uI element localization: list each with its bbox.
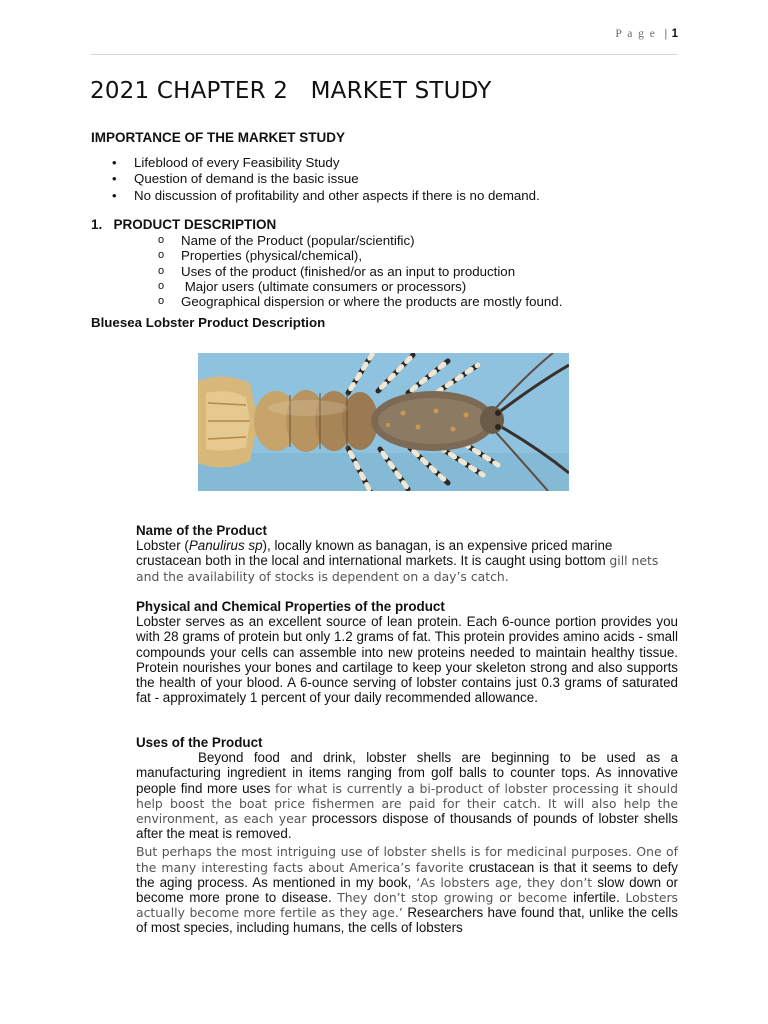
list-item: o Uses of the product (finished/or as an input to production (158, 264, 562, 279)
list-item: o Geographical dispersion or where the products are mostly found. (158, 294, 562, 309)
list-item: • Question of demand is the basic issue (112, 171, 540, 187)
list-item: • Lifeblood of every Feasibility Study (112, 155, 540, 171)
section-heading: Physical and Chemical Properties of the product (136, 599, 445, 614)
chapter-title: 2021 CHAPTER 2 MARKET STUDY (90, 78, 492, 104)
list-item: • No discussion of profitability and other aspects if there is no demand. (112, 188, 540, 204)
page-number: 1 (671, 28, 678, 40)
product-description-heading: 1. PRODUCT DESCRIPTION (91, 217, 277, 232)
list-item: o Name of the Product (popular/scientific) (158, 233, 562, 248)
name-of-product-section (136, 523, 678, 584)
bluesea-heading: Bluesea Lobster Product Description (91, 315, 326, 330)
paragraph: Lobster (Panulirus sp), locally known as banagan, is an expensive priced marine crustacean both in the local and international markets. It is caught using bottom gill nets and the availability of stocks is dependent on a day’s catch. (136, 538, 659, 584)
properties-section (136, 599, 678, 705)
paragraph: Lobster serves as an excellent source of lean protein. Each 6-ounce portion provides you with 28 grams of protein but only 1.2 grams of fat. This protein provides amino acids - small compounds your cells can assemble into new proteins needed to maintain healthy tissue. Protein nourishes your bones and cartilage to keep your skeleton strong and also supports the health of your blood. A 6-ounce serving of lobster contains just 0.3 grams of saturated fat - approximately 1 percent of your daily recommended allowance. (136, 614, 678, 706)
importance-list (112, 155, 540, 204)
lobster-photo (198, 353, 569, 491)
list-item: o Properties (physical/chemical), (158, 248, 562, 263)
page-label: P a g e (615, 28, 657, 40)
uses-section (136, 735, 678, 936)
lobster-illustration (198, 353, 569, 491)
importance-heading: IMPORTANCE OF THE MARKET STUDY (91, 130, 345, 145)
page-separator: | (664, 28, 669, 40)
paragraph: Beyond food and drink, lobster shells are beginning to be used as a manufacturing ingredient in items ranging from golf balls to counter tops. As innovative people find more uses for what is currently a bi-product of lobster processing it should help boost the boat price fishermen are paid for their catch. It will also help the environment, as each year processors dispose of thousands of pounds of lobster shells after the meat is removed. (136, 750, 678, 842)
section-heading: Uses of the Product (136, 735, 263, 750)
list-item: o Major users (ultimate consumers or processors) (158, 279, 562, 294)
product-description-list (158, 233, 562, 309)
scientific-name: Panulirus sp (188, 538, 263, 554)
section-heading: Name of the Product (136, 523, 267, 538)
paragraph: But perhaps the most intriguing use of lobster shells is for medicinal purposes. One of the many interesting facts about America’s favorite crustacean is that it seems to defy the aging process. As mentioned in my book, ‘As lobsters age, they don’t slow down or become more prone to disease. They don’t stop growing or become infertile. Lobsters actually become more fertile as they age.’ Researchers have found that, unlike the cells of most species, including humans, the cells of lobsters (136, 844, 679, 936)
page-header (90, 28, 678, 55)
